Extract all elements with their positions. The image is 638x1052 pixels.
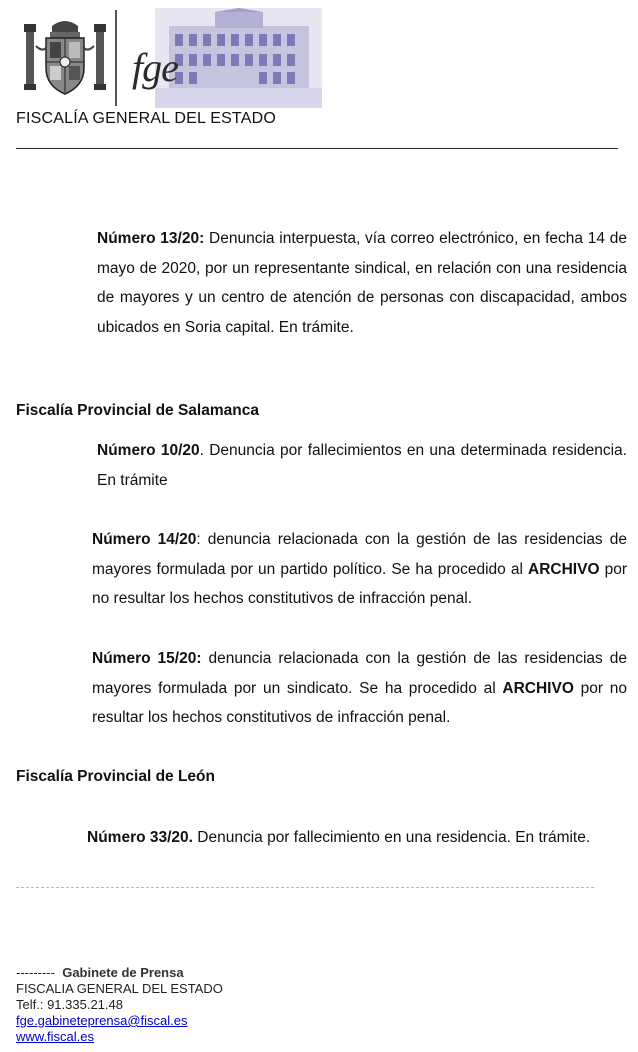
entry-text: : denuncia relacionada con la gestión de las residencias de mayores formulada por un partido político. Se ha procedido al	[92, 531, 627, 578]
section-heading-salamanca: Fiscalía Provincial de Salamanca	[16, 402, 259, 419]
footer-website-link[interactable]: www.fiscal.es	[16, 1029, 95, 1044]
entry-13-20	[97, 224, 627, 342]
header-divider	[115, 10, 117, 106]
footer-dashes: ---------	[16, 965, 55, 980]
footer-phone: Telf.: 91.335.21.48	[16, 997, 123, 1012]
footer-email-link[interactable]: fge.gabineteprensa@fiscal.es	[16, 1013, 188, 1028]
archivo-emphasis: ARCHIVO	[502, 679, 574, 697]
entry-number: Número 10/20	[97, 442, 200, 459]
header-logo-area	[22, 8, 322, 108]
entry-text: por no resultar los hechos constitutivos de infracción penal.	[92, 679, 627, 726]
organization-title: FISCALÍA GENERAL DEL ESTADO	[16, 110, 276, 127]
entry-text: Denuncia interpuesta, vía correo electrónico, en fecha 14 de mayo de 2020, por un representante sindical, en relación con una residencia de mayores y un centro de atención de personas con discapacidad, ambos ubicados en Soria capital. En trámite.	[97, 230, 627, 336]
entry-text: Denuncia por fallecimiento en una residencia. En trámite.	[192, 829, 591, 846]
footer-org: FISCALIA GENERAL DEL ESTADO	[16, 981, 223, 996]
entry-text: . Denuncia por fallecimientos en una determinada residencia. En trámite	[97, 442, 627, 489]
building-facade-icon	[155, 8, 322, 108]
fge-logo-text: fge	[132, 45, 178, 90]
entry-33-20	[87, 823, 627, 853]
footer	[16, 965, 223, 1045]
footer-office-line	[16, 965, 223, 981]
entry-14-20	[92, 525, 627, 614]
entry-number: Número 15/20:	[92, 650, 202, 667]
entry-text: denuncia relacionada con la gestión de las residencias de mayores formulada por un sindicato. Se ha procedido al	[92, 650, 627, 697]
entry-number: Número 14/20	[92, 531, 197, 548]
entry-number: Número 33/20.	[87, 829, 193, 846]
coat-of-arms-icon	[22, 16, 108, 98]
entry-15-20	[92, 644, 627, 733]
footer-office: Gabinete de Prensa	[62, 965, 184, 980]
archivo-emphasis: ARCHIVO	[528, 560, 600, 578]
entry-10-20	[97, 436, 627, 495]
dashed-separator	[16, 887, 594, 888]
section-heading-leon: Fiscalía Provincial de León	[16, 768, 215, 785]
entry-text: por no resultar los hechos constitutivos de infracción penal.	[92, 560, 628, 607]
entry-number: Número 13/20:	[97, 230, 205, 247]
header-rule	[16, 148, 618, 149]
